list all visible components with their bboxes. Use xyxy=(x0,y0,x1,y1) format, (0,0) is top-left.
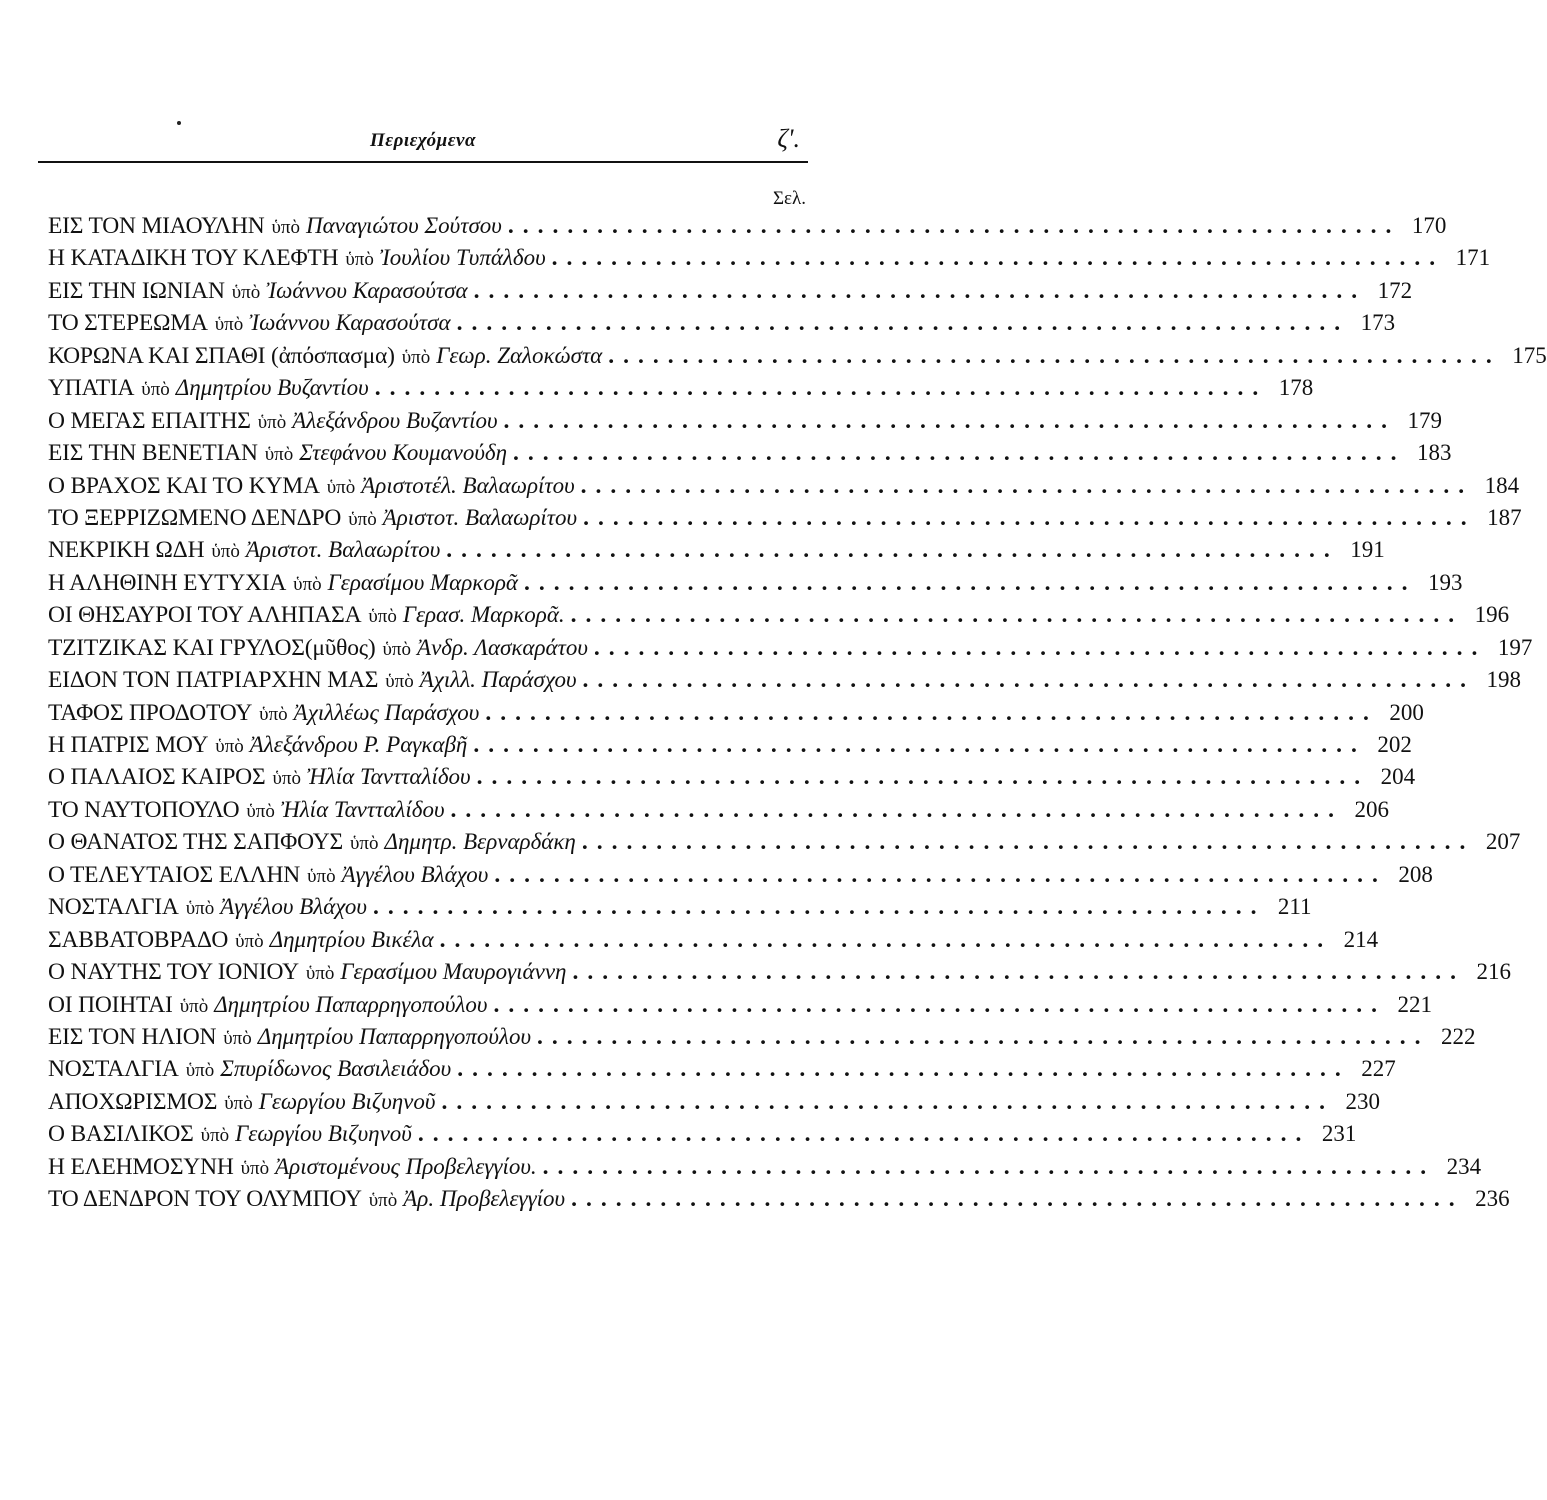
entry-author: Ἀχιλλ. Παράσχου xyxy=(419,667,577,693)
entry-author: Ἀνδρ. Λασκαράτου xyxy=(417,634,588,660)
entry-author: Ἰουλίου Τυπάλδου xyxy=(379,245,546,271)
toc-entry xyxy=(48,1056,1396,1088)
entry-title: Ο ΒΑΣΙΛΙΚΟΣ xyxy=(48,1121,194,1148)
entry-title: ΕΙΣ ΤΟΝ ΗΛΙΟΝ xyxy=(48,1023,217,1050)
entry-by: ὑπὸ xyxy=(264,444,294,466)
entry-page: 191 xyxy=(1350,537,1385,563)
entry-author: Ἀγγέλου Βλάχου xyxy=(341,861,489,887)
entry-title: ΝΟΣΤΑΛΓΙΑ xyxy=(48,894,179,921)
dot-leader: ............................................................ xyxy=(485,699,1378,726)
entry-by: ὑπὸ xyxy=(200,1125,230,1147)
entry-author: Ἀλεξάνδρου Βυζαντίου xyxy=(292,407,498,433)
entry-by: ὑπὸ xyxy=(401,346,431,368)
dot-leader: ............................................................ xyxy=(503,407,1397,434)
entry-title: ΟΙ ΘΗΣΑΥΡΟΙ ΤΟΥ ΑΛΗΠΑΣΑ xyxy=(48,602,362,629)
toc-entry xyxy=(48,634,1533,667)
table-of-contents xyxy=(48,213,1547,1219)
dot-leader: ............................................................ xyxy=(507,213,1401,239)
dot-leader: ............................................................ xyxy=(537,1023,1430,1050)
entry-author: Γεωργίου Βιζυηνοῦ xyxy=(258,1088,436,1114)
entry-by: ὑπὸ xyxy=(215,736,244,757)
entry-title: Η ΕΛΕΗΜΟΣΥΝΗ xyxy=(48,1153,234,1180)
entry-page: 183 xyxy=(1416,440,1452,466)
entry-page: 211 xyxy=(1277,894,1312,920)
entry-by: ὑπὸ xyxy=(235,930,264,952)
entry-by: ὑπὸ xyxy=(271,217,300,238)
toc-entry xyxy=(48,342,1547,375)
dot-leader: ............................................................ xyxy=(494,861,1387,888)
toc-entry xyxy=(48,796,1390,829)
toc-entry xyxy=(48,764,1416,796)
entry-author: Ἀριστομένους Προβελεγγίου. xyxy=(275,1153,537,1179)
dot-leader: ............................................................ xyxy=(583,504,1476,531)
entry-page: 234 xyxy=(1446,1153,1482,1179)
entry-by: ὑπὸ xyxy=(223,1027,252,1049)
entry-by: ὑπὸ xyxy=(368,606,397,628)
running-title: Περιεχόμενα xyxy=(370,130,476,151)
toc-entry xyxy=(48,245,1491,277)
entry-author: Δημητρίου Παπαρρηγοπούλου xyxy=(257,1023,531,1049)
entry-title: ΕΙΣ ΤΗΝ ΙΩΝΙΑΝ xyxy=(48,277,225,304)
entry-by: ὑπὸ xyxy=(305,963,335,985)
toc-entry xyxy=(48,1153,1482,1186)
entry-title: ΣΑΒΒΑΤΟΒΡΑΔΟ xyxy=(48,926,229,953)
entry-page: 196 xyxy=(1474,602,1510,628)
entry-author: Στεφάνου Κουμανούδη xyxy=(299,440,507,466)
entry-by: ὑπὸ xyxy=(259,703,288,725)
toc-entry xyxy=(48,277,1413,310)
toc-entry xyxy=(48,1088,1380,1121)
entry-page: 230 xyxy=(1345,1088,1380,1114)
entry-page: 193 xyxy=(1427,569,1463,595)
dot-leader: ............................................................ xyxy=(523,569,1417,596)
entry-by: ὑπὸ xyxy=(141,379,170,401)
entry-title: ΤΟ ΞΕΡΡΙΖΩΜΕΝΟ ΔΕΝΔΡΟ xyxy=(48,504,342,531)
entry-author: Ἀρ. Προβελεγγίου xyxy=(403,1186,566,1212)
toc-entry xyxy=(48,472,1520,505)
entry-by: ὑπὸ xyxy=(179,995,209,1017)
toc-entry xyxy=(48,1121,1357,1153)
entry-page: 172 xyxy=(1377,277,1413,303)
entry-author: Ἀριστοτ. Βαλαωρίτου xyxy=(382,504,578,530)
dot-leader: ............................................................ xyxy=(450,796,1344,823)
toc-entry xyxy=(48,959,1511,991)
entry-by: ὑπὸ xyxy=(293,573,322,595)
dot-leader: ............................................................ xyxy=(457,1056,1350,1083)
entry-by: ὑπὸ xyxy=(246,800,275,822)
toc-entry xyxy=(48,569,1463,602)
entry-page: 231 xyxy=(1321,1121,1357,1147)
entry-page: 179 xyxy=(1407,407,1443,433)
toc-entry xyxy=(48,991,1432,1024)
entry-by: ὑπὸ xyxy=(224,1092,253,1114)
toc-entry xyxy=(48,926,1379,959)
dot-leader: ............................................................ xyxy=(512,440,1406,467)
entry-by: ὑπὸ xyxy=(349,833,379,855)
entry-by: ὑπὸ xyxy=(185,898,215,920)
dot-leader: ............................................................ xyxy=(542,1153,1436,1180)
dot-leader: ............................................................ xyxy=(493,991,1386,1018)
entry-page: 222 xyxy=(1441,1023,1476,1049)
dot-leader: ............................................................ xyxy=(581,829,1475,856)
entry-title: ΟΙ ΠΟΙΗΤΑΙ xyxy=(48,991,173,1018)
toc-entry xyxy=(48,699,1424,732)
dot-leader: ............................................................ xyxy=(580,472,1474,499)
entry-by: ὑπὸ xyxy=(382,638,412,660)
dot-leader: ............................................................ xyxy=(476,764,1370,791)
entry-title: ΤΟ ΝΑΥΤΟΠΟΥΛΟ xyxy=(48,796,240,823)
entry-page: 227 xyxy=(1361,1056,1396,1082)
entry-by: ὑπὸ xyxy=(326,476,356,498)
entry-by: ὑπὸ xyxy=(348,508,377,530)
entry-by: ὑπὸ xyxy=(231,281,261,303)
entry-title: Ο ΘΑΝΑΤΟΣ ΤΗΣ ΣΑΠΦΟΥΣ xyxy=(48,829,343,856)
entry-author: Γεωρ. Ζαλοκώστα xyxy=(436,342,603,368)
toc-entry xyxy=(48,504,1522,537)
entry-title: Ο ΤΕΛΕΥΤΑΙΟΣ ΕΛΛΗΝ xyxy=(48,861,301,888)
toc-entry xyxy=(48,407,1443,440)
entry-page: 200 xyxy=(1389,699,1424,725)
dot-leader: ............................................................ xyxy=(608,342,1501,369)
entry-title: Η ΑΛΗΘΙΝΗ ΕΥΤΥΧΙΑ xyxy=(48,569,287,596)
entry-page: 170 xyxy=(1411,213,1447,238)
toc-entry xyxy=(48,732,1412,764)
toc-entry xyxy=(48,375,1314,407)
entry-author: Γερασίμου Μαρκορᾶ xyxy=(327,569,518,595)
dot-leader: ............................................................ xyxy=(571,1186,1464,1213)
entry-title: ΚΟΡΩΝΑ ΚΑΙ ΣΠΑΘΙ (ἀπόσπασμα) xyxy=(48,342,395,369)
header-rule xyxy=(38,161,808,163)
toc-entry xyxy=(48,667,1522,699)
entry-page: 171 xyxy=(1455,245,1491,271)
entry-title: ΤΟ ΔΕΝΔΡΟΝ ΤΟΥ ΟΛΥΜΠΟΥ xyxy=(48,1186,362,1213)
dot-leader: ............................................................ xyxy=(572,959,1465,986)
entry-page: 236 xyxy=(1475,1186,1510,1212)
entry-author: Ἀριστοτέλ. Βαλαωρίτου xyxy=(361,472,575,498)
entry-page: 204 xyxy=(1380,764,1416,790)
entry-by: ὑπὸ xyxy=(185,1060,215,1082)
entry-by: ὑπὸ xyxy=(307,865,336,887)
dot-leader: ............................................................ xyxy=(446,537,1339,564)
entry-author: Ἠλία Ταντταλίδου xyxy=(306,764,471,790)
toc-entry xyxy=(48,894,1312,926)
entry-by: ὑπὸ xyxy=(368,1190,398,1212)
dot-leader: ............................................................ xyxy=(570,602,1464,629)
entry-author: Ἀλεξάνδρου Ρ. Ραγκαβῆ xyxy=(249,732,468,757)
entry-title: ΤΟ ΣΤΕΡΕΩΜΑ xyxy=(48,310,208,337)
entry-page: 202 xyxy=(1377,732,1412,757)
dot-leader: ............................................................ xyxy=(374,375,1268,402)
entry-by: ὑπὸ xyxy=(385,671,414,693)
entry-page: 206 xyxy=(1354,796,1390,822)
entry-by: ὑπὸ xyxy=(345,249,374,271)
entry-by: ὑπὸ xyxy=(257,411,287,433)
toc-entry xyxy=(48,829,1521,861)
toc-entry xyxy=(48,440,1452,472)
entry-page: 221 xyxy=(1397,991,1432,1017)
entry-by: ὑπὸ xyxy=(240,1157,270,1179)
entry-author: Ἰωάννου Καρασούτσα xyxy=(249,310,451,336)
entry-author: Παναγιώτου Σούτσου xyxy=(305,213,502,238)
dot-leader: ............................................................ xyxy=(372,894,1266,921)
entry-title: ΤΖΙΤΖΙΚΑΣ ΚΑΙ ΓΡΥΛΟΣ(μῦθος) xyxy=(48,634,376,661)
entry-page: 214 xyxy=(1343,926,1379,952)
entry-author: Δημητρίου Παπαρρηγοπούλου xyxy=(214,991,488,1017)
toc-entry xyxy=(48,1186,1510,1218)
toc-entry xyxy=(48,310,1396,342)
entry-title: ΕΙΔΟΝ ΤΟΝ ΠΑΤΡΙΑΡΧΗΝ ΜΑΣ xyxy=(48,667,379,694)
entry-author: Ἀριστοτ. Βαλαωρίτου xyxy=(245,537,441,563)
entry-page: 173 xyxy=(1360,310,1396,336)
entry-page: 197 xyxy=(1497,634,1533,660)
entry-author: Δημητρίου Βυζαντίου xyxy=(175,375,369,401)
entry-title: Ο ΜΕΓΑΣ ΕΠΑΙΤΗΣ xyxy=(48,407,251,434)
entry-by: ὑπὸ xyxy=(211,541,240,563)
dot-leader: ............................................................ xyxy=(417,1121,1311,1148)
entry-author: Γεωργίου Βιζυηνοῦ xyxy=(235,1121,412,1147)
entry-by: ὑπὸ xyxy=(214,314,244,336)
toc-entry xyxy=(48,602,1510,634)
dot-leader: ............................................................ xyxy=(593,634,1487,661)
entry-title: Ο ΠΑΛΑΙΟΣ ΚΑΙΡΟΣ xyxy=(48,764,266,791)
toc-entry xyxy=(48,1023,1476,1056)
page-header xyxy=(38,124,808,158)
dot-leader: ............................................................ xyxy=(441,1088,1334,1115)
entry-author: Ἀχιλλέως Παράσχου xyxy=(293,699,480,725)
entry-author: Δημητρ. Βερναρδάκη xyxy=(384,829,576,855)
entry-author: Ἀγγέλου Βλάχου xyxy=(220,894,367,920)
entry-title: ΕΙΣ ΤΟΝ ΜΙΑΟΥΛΗΝ xyxy=(48,213,265,239)
toc-entry xyxy=(48,861,1433,894)
entry-page: 187 xyxy=(1487,504,1522,530)
ink-dot xyxy=(177,121,181,125)
entry-author: Ἰωάννου Καρασούτσα xyxy=(266,277,468,303)
entry-author: Δημητρίου Βικέλα xyxy=(269,926,434,952)
entry-page: 208 xyxy=(1398,861,1433,887)
entry-page: 184 xyxy=(1484,472,1520,498)
entry-title: Η ΚΑΤΑΔΙΚΗ ΤΟΥ ΚΛΕΦΤΗ xyxy=(48,245,339,272)
dot-leader: ............................................................ xyxy=(473,277,1367,304)
toc-entry xyxy=(48,537,1385,569)
entry-title: Ο ΒΡΑΧΟΣ ΚΑΙ ΤΟ ΚΥΜΑ xyxy=(48,472,320,499)
dot-leader: ............................................................ xyxy=(473,732,1366,758)
entry-by: ὑπὸ xyxy=(272,768,301,790)
entry-title: ΕΙΣ ΤΗΝ ΒΕΝΕΤΙΑΝ xyxy=(48,440,258,467)
entry-page: 175 xyxy=(1512,342,1547,368)
page-number: ζ'. xyxy=(777,124,800,153)
entry-page: 216 xyxy=(1476,959,1511,985)
entry-author: Σπυρίδωνος Βασιλειάδου xyxy=(220,1056,452,1082)
entry-author: Γερασ. Μαρκορᾶ. xyxy=(402,602,565,628)
entry-page: 198 xyxy=(1486,667,1522,693)
dot-leader: ............................................................ xyxy=(582,667,1476,694)
entry-title: ΝΟΣΤΑΛΓΙΑ xyxy=(48,1056,179,1083)
entry-page: 178 xyxy=(1278,375,1314,401)
entry-title: ΤΑΦΟΣ ΠΡΟΔΟΤΟΥ xyxy=(48,699,253,726)
entry-title: ΥΠΑΤΙΑ xyxy=(48,375,135,402)
entry-title: Η ΠΑΤΡΙΣ ΜΟΥ xyxy=(48,732,209,758)
dot-leader: ............................................................ xyxy=(439,926,1333,953)
entry-page: 207 xyxy=(1485,829,1521,855)
page-column-label: Σελ. xyxy=(773,188,806,209)
entry-author: Γερασίμου Μαυρογιάννη xyxy=(340,959,567,985)
toc-entry xyxy=(48,213,1447,245)
entry-title: Ο ΝΑΥΤΗΣ ΤΟΥ ΙΟΝΙΟΥ xyxy=(48,959,299,986)
dot-leader: ............................................................ xyxy=(551,245,1445,272)
dot-leader: ............................................................ xyxy=(456,310,1350,337)
entry-title: ΝΕΚΡΙΚΗ ΩΔΗ xyxy=(48,537,205,564)
entry-title: ΑΠΟΧΩΡΙΣΜΟΣ xyxy=(48,1088,218,1115)
entry-author: Ἠλία Ταντταλίδου xyxy=(280,796,445,822)
